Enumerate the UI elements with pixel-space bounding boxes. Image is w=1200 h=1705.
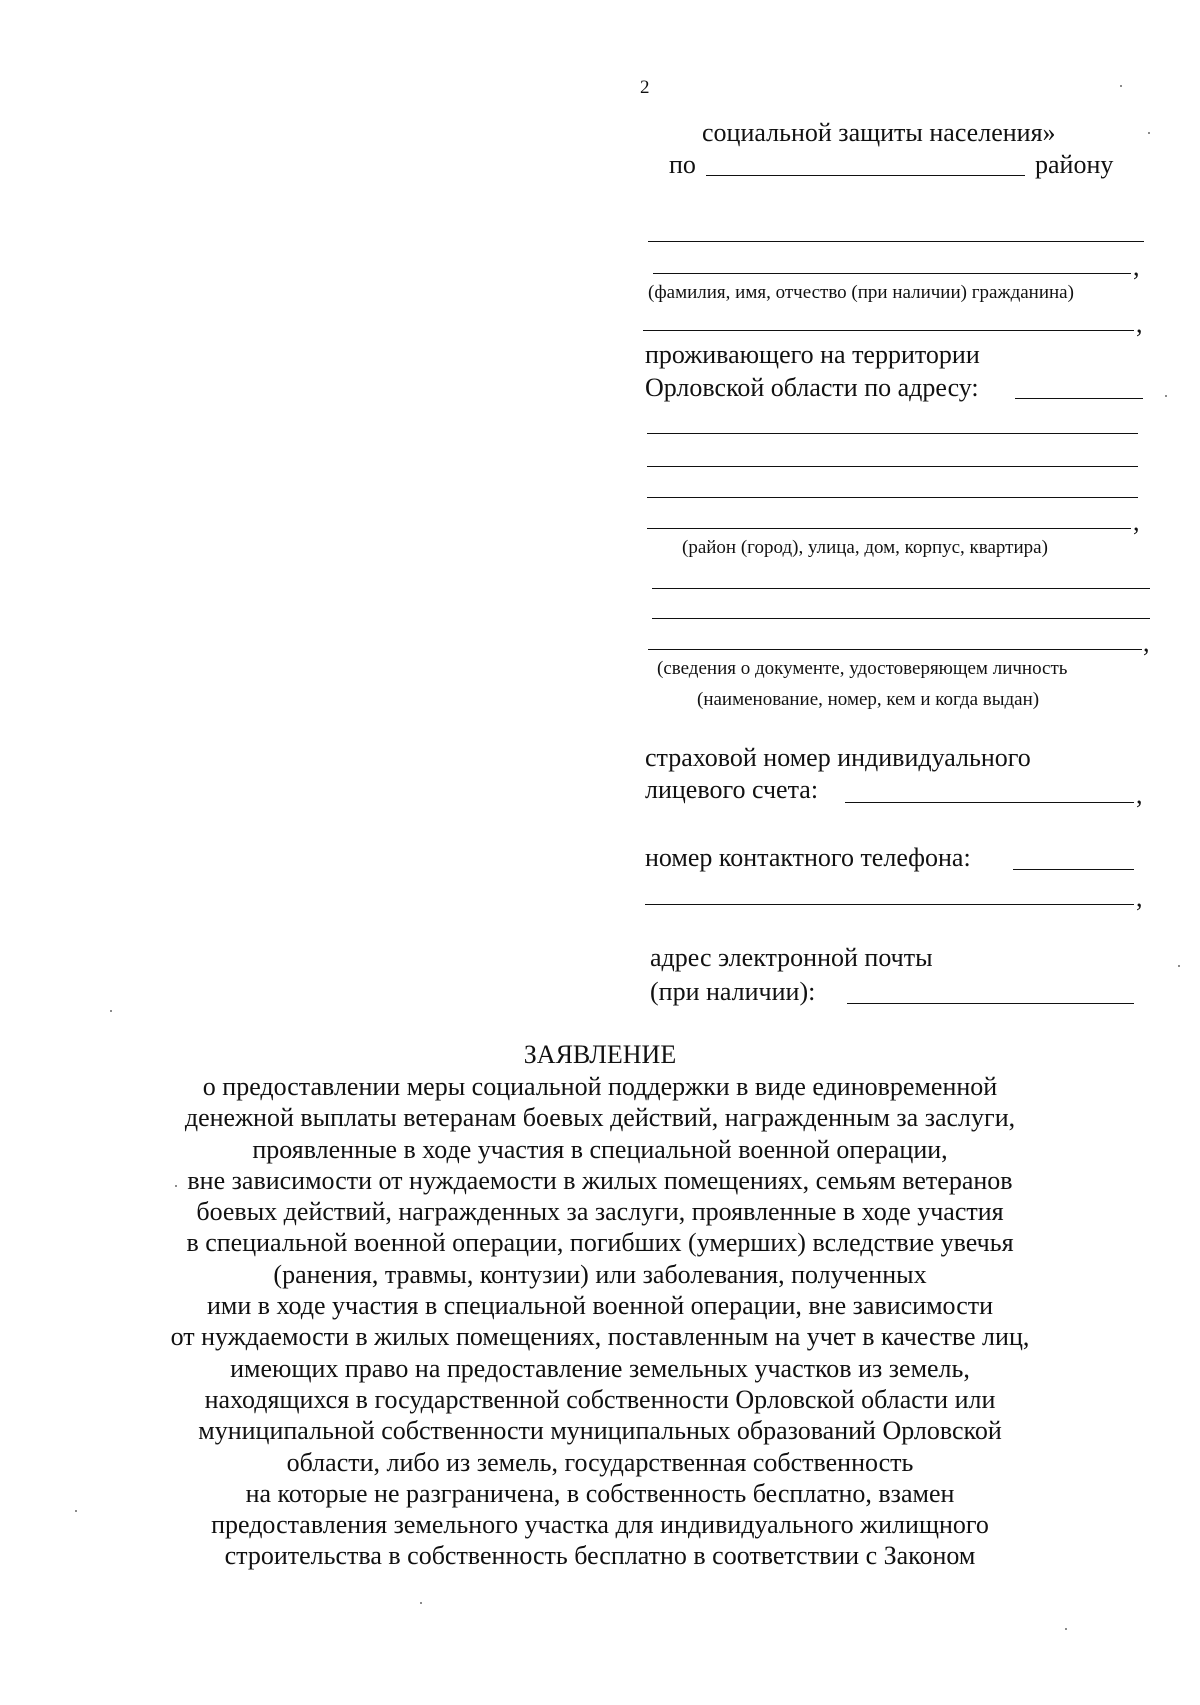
scan-speck: [420, 1602, 422, 1604]
extra-blank: [643, 330, 1134, 331]
recipient-rayonu: району: [1035, 150, 1114, 179]
id-caption-line2: (наименование, номер, кем и когда выдан): [697, 689, 1040, 710]
scan-speck: [1148, 132, 1150, 134]
statement-line: муниципальной собственности муниципальных образований Орловской: [198, 1416, 1002, 1446]
phone-comma: ,: [1136, 883, 1143, 912]
id-caption-line1: (сведения о документе, удостоверяющем личность: [657, 658, 1068, 679]
statement-line: вне зависимости от нуждаемости в жилых помещениях, семьям ветеранов: [187, 1165, 1013, 1195]
recipient-po: по: [669, 150, 696, 179]
address-blank-2: [647, 466, 1138, 467]
id-blank-1: [652, 588, 1150, 589]
statement-line: проявленные в ходе участия в специальной военной операции,: [252, 1134, 948, 1164]
address-blank-3: [647, 497, 1138, 498]
id-blank-3: [648, 649, 1142, 650]
statement-line: предоставления земельного участка для индивидуального жилищного: [211, 1510, 989, 1540]
recipient-line1: социальной защиты населения»: [702, 118, 1056, 147]
address-blank-1: [647, 433, 1138, 434]
scan-speck: [110, 1010, 112, 1012]
statement-line: денежной выплаты ветеранам боевых действий, награжденным за заслуги,: [184, 1103, 1016, 1133]
extra-comma: ,: [1136, 309, 1143, 338]
scan-speck: [1065, 1628, 1067, 1630]
page-number: 2: [640, 77, 650, 98]
scan-speck: [75, 1510, 77, 1512]
address-blank-0: [1015, 398, 1143, 399]
scan-speck: [175, 1185, 177, 1187]
fio-blank-2: [653, 273, 1131, 274]
statement-line: боевых действий, награжденных за заслуги, проявленные в ходе участия: [196, 1197, 1004, 1227]
statement-body: [0, 1071, 1200, 1572]
scan-speck: [1120, 85, 1122, 87]
email-line2: (при наличии):: [650, 977, 816, 1006]
snils-line2: лицевого счета:: [645, 775, 819, 804]
statement-line: находящихся в государственной собственности Орловской области или: [204, 1384, 996, 1414]
email-blank: [847, 1003, 1134, 1004]
statement-line: в специальной военной операции, погибших (умерших) вследствие увечья: [186, 1228, 1014, 1258]
residence-line1: проживающего на территории: [645, 340, 980, 369]
address-blank-4: [647, 528, 1131, 529]
snils-blank: [845, 802, 1134, 803]
statement-line: (ранения, травмы, контузии) или заболевания, полученных: [273, 1259, 927, 1289]
address-comma: ,: [1133, 507, 1140, 536]
fio-comma: ,: [1133, 252, 1140, 281]
phone-label: номер контактного телефона:: [645, 843, 971, 872]
phone-blank-2: [645, 904, 1134, 905]
address-caption: (район (город), улица, дом, корпус, квартира): [682, 537, 1048, 558]
snils-line1: страховой номер индивидуального: [645, 743, 1031, 772]
id-blank-2: [652, 618, 1150, 619]
snils-comma: ,: [1136, 780, 1143, 809]
fio-caption: (фамилия, имя, отчество (при наличии) гражданина): [648, 282, 1074, 303]
statement-line: о предоставлении меры социальной поддержки в виде единовременной: [202, 1072, 998, 1101]
scan-speck: [1178, 965, 1180, 967]
id-comma: ,: [1143, 628, 1150, 657]
statement-line: на которые не разграничена, в собственность бесплатно, взамен: [245, 1478, 955, 1508]
fio-blank-1: [648, 241, 1144, 242]
statement-line: ими в ходе участия в специальной военной операции, вне зависимости: [206, 1291, 994, 1321]
statement-line: имеющих право на предоставление земельных участков из земель,: [230, 1353, 970, 1383]
statement-line: строительства в собственность бесплатно в соответствии с Законом: [224, 1541, 976, 1571]
email-line1: адрес электронной почты: [650, 943, 933, 972]
statement-title: ЗАЯВЛЕНИЕ: [523, 1040, 677, 1069]
residence-line2: Орловской области по адресу:: [645, 373, 979, 402]
scan-speck: [1165, 395, 1167, 397]
statement-line: от нуждаемости в жилых помещениях, поставленным на учет в качестве лиц,: [170, 1322, 1030, 1352]
phone-blank-1: [1013, 869, 1134, 870]
statement-line: области, либо из земель, государственная собственность: [286, 1447, 914, 1477]
district-blank: [706, 175, 1025, 176]
